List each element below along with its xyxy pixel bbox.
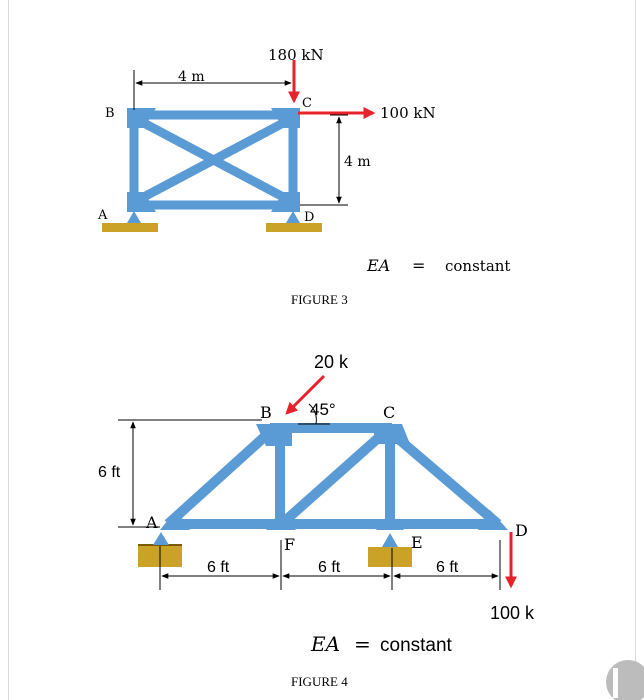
node-label-a: A bbox=[146, 513, 158, 532]
ea-equals: = bbox=[412, 256, 426, 275]
node-label-e: E bbox=[411, 533, 423, 552]
ea-symbol: EA bbox=[311, 632, 341, 656]
figure-4 bbox=[96, 352, 535, 689]
gusset-c bbox=[372, 424, 410, 444]
support-pin-a-icon bbox=[127, 211, 141, 223]
node-label-d: D bbox=[304, 210, 315, 225]
member-fc bbox=[286, 432, 385, 520]
support-base-a bbox=[102, 223, 158, 232]
figure-4-caption: FIGURE 4 bbox=[291, 674, 348, 689]
dim-height-label: 4 m bbox=[344, 154, 371, 170]
dim-span-1-label: 6 ft bbox=[207, 559, 230, 576]
dim-height-label: 6 ft bbox=[98, 464, 121, 481]
ea-value: constant bbox=[445, 257, 511, 275]
member-cd bbox=[388, 430, 498, 524]
load-100k-label: 100 k bbox=[490, 603, 535, 623]
member-ab bbox=[168, 430, 272, 524]
node-label-a: A bbox=[98, 208, 108, 223]
ea-equals: = bbox=[354, 632, 371, 656]
node-label-f: F bbox=[284, 535, 296, 554]
support-pin-a-icon bbox=[153, 532, 169, 545]
angle-label: 45° bbox=[310, 400, 336, 419]
node-label-d: D bbox=[515, 521, 528, 540]
support-base-e bbox=[368, 547, 412, 567]
load-100kn-label: 100 kN bbox=[380, 104, 436, 122]
node-label-c: C bbox=[302, 96, 312, 111]
dim-span-3-label: 6 ft bbox=[436, 559, 459, 576]
support-roller-e-icon bbox=[382, 533, 398, 547]
node-label-b: B bbox=[260, 403, 272, 422]
figure-3 bbox=[97, 46, 510, 307]
ea-symbol: EA bbox=[367, 256, 391, 275]
load-20k-label: 20 k bbox=[314, 352, 349, 372]
dim-span-2-label: 6 ft bbox=[318, 559, 341, 576]
scroll-handle-icon[interactable] bbox=[606, 660, 644, 700]
node-label-c: C bbox=[383, 403, 396, 422]
node-label-b: B bbox=[105, 106, 115, 121]
ea-value: constant bbox=[380, 635, 452, 656]
support-roller-d-icon bbox=[286, 211, 300, 223]
dim-width-label: 4 m bbox=[178, 69, 205, 85]
load-180kn-label: 180 kN bbox=[268, 46, 324, 64]
figure-3-caption: FIGURE 3 bbox=[291, 292, 348, 307]
